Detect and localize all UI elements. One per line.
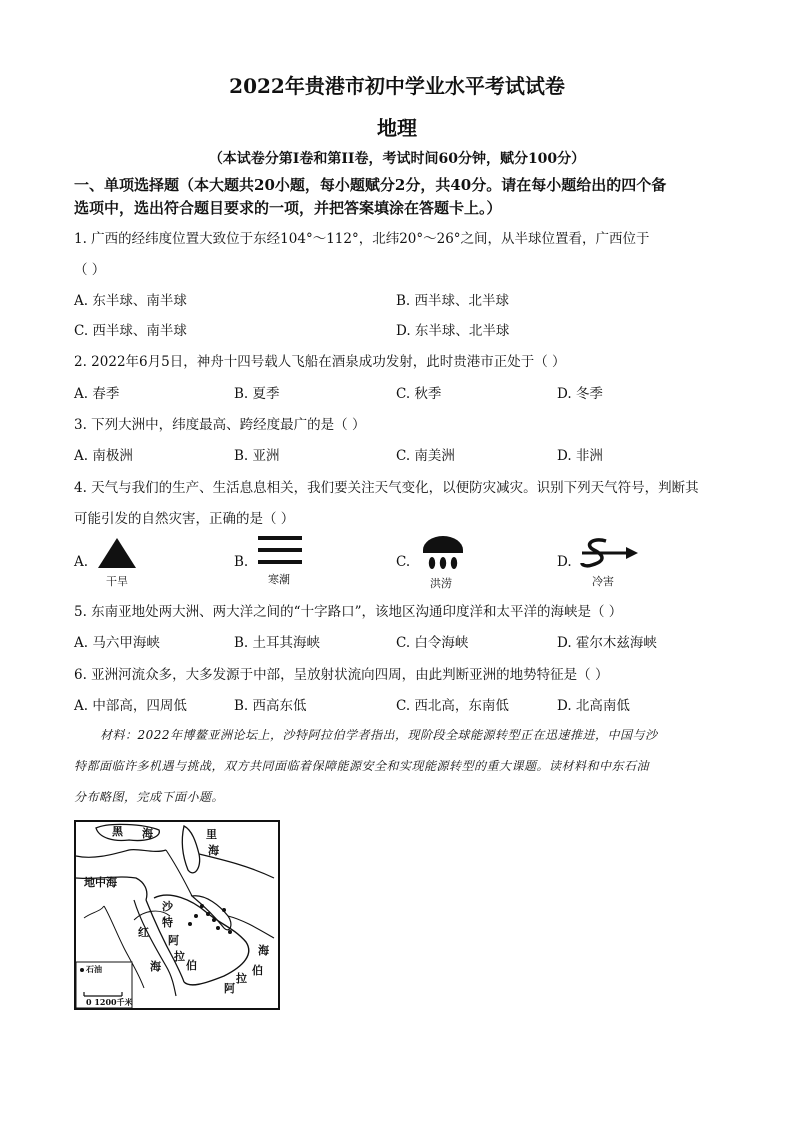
q1-option-b[interactable]: B. 西半球、北半球 (396, 293, 510, 309)
q2-option-b[interactable]: B. 夏季 (234, 386, 280, 402)
q4-c-label: 洪涝 (430, 577, 452, 590)
map-label-arabia-1: 阿 (224, 982, 235, 995)
q6-option-c[interactable]: C. 西北高，东南低 (396, 698, 509, 714)
q6-option-d[interactable]: D. 北高南低 (557, 698, 630, 714)
flood-symbol-icon (420, 534, 466, 578)
map-label-caspian-2: 海 (208, 844, 219, 857)
material-line2: 特都面临许多机遇与挑战，双方共同面临着保障能源安全和实现能源转型的重大课题。读材料和中东石油 (74, 759, 650, 773)
q4-option-d[interactable]: D. (557, 554, 572, 570)
q1-option-d[interactable]: D. 东半球、北半球 (396, 323, 510, 339)
map-label-saudi-4: 拉 (174, 950, 185, 963)
map-label-caspian-1: 里 (206, 828, 217, 841)
q6-option-b[interactable]: B. 西高东低 (234, 698, 307, 714)
q3-option-c[interactable]: C. 南美洲 (396, 448, 455, 464)
map-label-red-sea-1: 红 (138, 926, 149, 939)
q4-option-a[interactable]: A. (74, 554, 89, 570)
map-label-saudi-3: 阿 (168, 934, 179, 947)
q4-option-c[interactable]: C. (396, 554, 411, 570)
map-label-saudi-2: 特 (162, 916, 173, 929)
map-label-saudi-1: 沙 (162, 900, 173, 913)
q5-option-b[interactable]: B. 土耳其海峡 (234, 635, 321, 651)
q6-option-a[interactable]: A. 中部高，四周低 (74, 698, 187, 714)
question-2-stem: 2. 2022年6月5日，神舟十四号载人飞船在酒泉成功发射，此时贵港市正处于（ ） (74, 354, 566, 370)
map-label-arabia-2: 拉 (236, 972, 247, 985)
q4-d-label: 冷害 (592, 575, 614, 588)
question-5-stem: 5. 东南亚地处两大洲、两大洋之间的“十字路口”，该地区沟通印度洋和太平洋的海峡是（ ） (74, 604, 623, 620)
map-label-black-sea-1: 黑 (112, 825, 123, 838)
map-legend-oil: 石油 (86, 964, 102, 974)
map-label-saudi-5: 伯 (186, 959, 197, 972)
q2-option-d[interactable]: D. 冬季 (557, 386, 603, 402)
exam-title: 2022年贵港市初中学业水平考试试卷 (229, 74, 565, 98)
q1-option-c[interactable]: C. 西半球、南半球 (74, 323, 187, 339)
exam-note: （本试卷分第Ⅰ卷和第II卷，考试时间60分钟，赋分100分） (208, 151, 586, 167)
drought-symbol-icon (96, 536, 138, 574)
question-4-stem-line1: 4. 天气与我们的生产、生活息息相关，我们要关注天气变化，以便防灾减灾。识别下列天气符号，判断其 (74, 480, 699, 496)
cold-wave-symbol-icon (258, 536, 302, 570)
q4-option-b[interactable]: B. (234, 554, 249, 570)
map-label-mediterranean: 地中海 (84, 876, 117, 889)
map-label-arabian-sea-1: 伯 (252, 964, 263, 977)
q5-option-d[interactable]: D. 霍尔木兹海峡 (557, 635, 657, 651)
q3-option-b[interactable]: B. 亚洲 (234, 448, 280, 464)
q3-option-a[interactable]: A. 南极洲 (74, 448, 133, 464)
q5-option-a[interactable]: A. 马六甲海峡 (74, 635, 160, 651)
question-1-stem: 1. 广西的经纬度位置大致位于东经104°～112°，北纬20°～26°之间，从半球位置看，广西位于 (74, 231, 650, 247)
q2-option-c[interactable]: C. 秋季 (396, 386, 442, 402)
q1-option-a[interactable]: A. 东半球、南半球 (74, 293, 187, 309)
question-6-stem: 6. 亚洲河流众多，大多发源于中部，呈放射状流向四周，由此判断亚洲的地势特征是（ ） (74, 667, 609, 683)
q5-option-c[interactable]: C. 白令海峡 (396, 635, 469, 651)
q4-a-label: 干旱 (106, 575, 128, 588)
material-line1: 材料：2022年博鳌亚洲论坛上，沙特阿拉伯学者指出，现阶段全球能源转型正在迅速推进，中国与沙 (100, 728, 658, 742)
q3-option-d[interactable]: D. 非洲 (557, 448, 603, 464)
question-3-stem: 3. 下列大洲中，纬度最高、跨经度最广的是（ ） (74, 417, 366, 433)
question-4-stem-line2: 可能引发的自然灾害，正确的是（ ） (74, 511, 295, 527)
map-label-red-sea-2: 海 (150, 960, 161, 973)
subject-title: 地理 (377, 116, 417, 140)
section-heading-line1: 一、单项选择题（本大题共20小题，每小题赋分2分，共40分。请在每小题给出的四个备 (74, 176, 667, 194)
question-1-blank: （ ） (74, 262, 106, 278)
map-label-arabian-sea-2: 海 (258, 944, 269, 957)
material-line3: 分布略图，完成下面小题。 (74, 790, 225, 804)
section-heading-line2: 选项中，选出符合题目要求的一项，并把答案填涂在答题卡上。） (74, 199, 502, 217)
middle-east-oil-map (74, 820, 280, 1010)
cold-damage-symbol-icon (580, 535, 640, 575)
map-scale-label: 0 1200千米 (86, 997, 133, 1007)
q4-b-label: 寒潮 (268, 573, 290, 586)
map-label-black-sea-2: 海 (142, 827, 153, 840)
q2-option-a[interactable]: A. 春季 (74, 386, 120, 402)
